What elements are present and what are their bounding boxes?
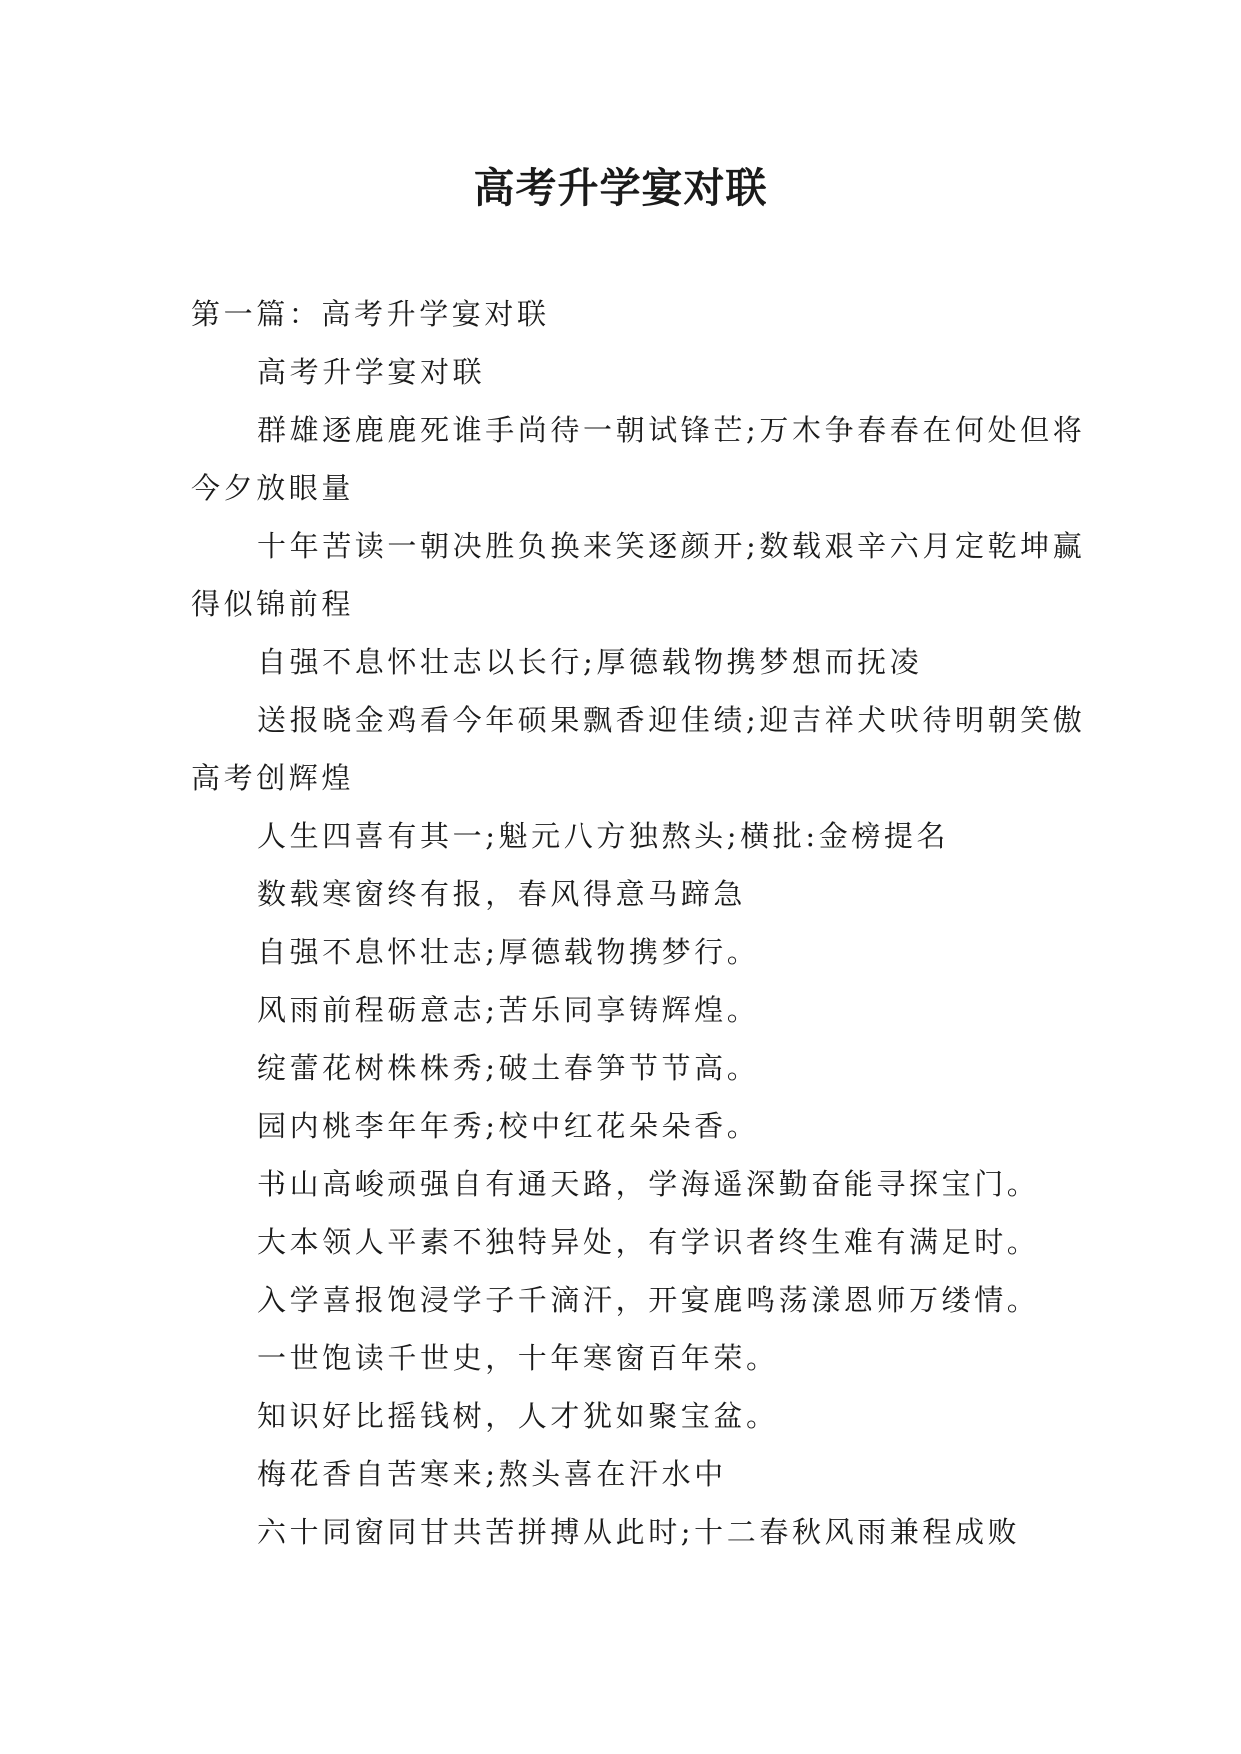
couplet-paragraph: 自强不息怀壮志;厚德载物携梦行。 [257, 935, 760, 969]
couplet-paragraph: 书山高峻顽强自有通天路，学海遥深勤奋能寻探宝门。 [257, 1167, 1040, 1201]
document-body [191, 285, 1091, 1561]
document-title: 高考升学宴对联 [473, 164, 768, 212]
couplet-paragraph: 六十同窗同甘共苦拼搏从此时;十二春秋风雨兼程成败 [257, 1515, 1021, 1549]
couplet-paragraph: 园内桃李年年秀;校中红花朵朵香。 [257, 1109, 760, 1143]
couplet-paragraph: 大本领人平素不独特异处，有学识者终生难有满足时。 [257, 1225, 1040, 1259]
couplet-paragraph: 绽蕾花树株株秀;破土春笋节节高。 [257, 1051, 760, 1085]
subsection-title: 高考升学宴对联 [257, 355, 486, 389]
couplet-paragraph: 入学喜报饱浸学子千滴汗，开宴鹿鸣荡漾恩师万缕情。 [257, 1283, 1040, 1317]
section-heading: 第一篇：高考升学宴对联 [191, 297, 550, 331]
couplet-paragraph: 自强不息怀壮志以长行;厚德载物携梦想而抚凌 [257, 645, 923, 679]
couplet-paragraph: 十年苦读一朝决胜负换来笑逐颜开;数载艰辛六月定乾坤赢得似锦前程 [191, 529, 1086, 621]
couplet-paragraph: 群雄逐鹿鹿死谁手尚待一朝试锋芒;万木争春春在何处但将今夕放眼量 [191, 413, 1086, 505]
couplet-paragraph: 知识好比摇钱树，人才犹如聚宝盆。 [257, 1399, 779, 1433]
couplet-paragraph: 风雨前程砺意志;苦乐同享铸辉煌。 [257, 993, 760, 1027]
couplet-paragraph: 数载寒窗终有报，春风得意马蹄急 [257, 877, 747, 911]
couplet-paragraph: 一世饱读千世史，十年寒窗百年荣。 [257, 1341, 779, 1375]
couplet-paragraph: 梅花香自苦寒来;熬头喜在汗水中 [257, 1457, 727, 1491]
couplet-paragraph: 送报晓金鸡看今年硕果飘香迎佳绩;迎吉祥犬吠待明朝笑傲高考创辉煌 [191, 703, 1086, 795]
couplet-paragraph: 人生四喜有其一;魁元八方独熬头;横批:金榜提名 [257, 819, 950, 853]
